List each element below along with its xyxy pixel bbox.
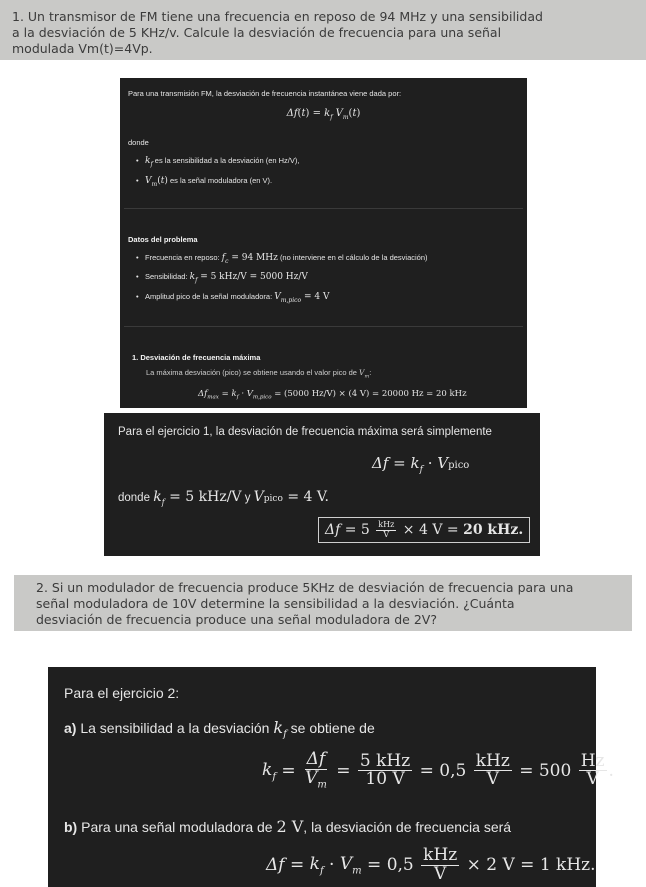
panel2-donde: donde $k_f = 5$ kHz/V y Vpico = 4 V. xyxy=(118,489,330,507)
solution-panel-3 xyxy=(48,667,614,887)
panel3-intro: Para el ejercicio 2: xyxy=(64,685,180,701)
datos-item-3: Amplitud pico de la señal moduladora: $V_{m,pico} = 4$ V xyxy=(145,292,330,304)
panel1-bullet-2: $V_m(t)$ es la señal moduladora (en V). xyxy=(145,176,273,188)
part-a-label: a) xyxy=(64,720,77,736)
panel1-intro: Para una transmisión FM, la desviación de frecuencia instantánea viene dada por: xyxy=(128,89,402,98)
panel1-bullet-1: $k_f$ es la sensibilidad a la desviación (en Hz/V), xyxy=(145,156,300,168)
datos-1-label: Frecuencia en reposo: xyxy=(145,253,220,262)
part-a-formula: $k_f$ = $\frac{\Delta f}{V_m}$ = $\frac{\text{5 kHz}}{10 V}$ = 0,5 $\frac{\text{kHz}}{V}$ = 500 $\frac{Hz}{V}$ . xyxy=(262,749,614,791)
panel1-donde: donde xyxy=(128,138,149,147)
panel2-intro: Para el ejercicio 1, la desviación de frecuencia máxima será simplemente xyxy=(118,426,492,438)
part-a-text: a) La sensibilidad a la desviación $k_f$ se obtiene de xyxy=(64,718,375,741)
panel2-result-box: Δf = 5 $\frac{\text{kHz}}{V}$ × 4 V = 20 kHz. xyxy=(318,517,530,543)
problem-2-text: 2. Si un modulador de frecuencia produce 5KHz de desviación de frecuencia para una señal moduladora de 10V determine la sensibilidad a la desviación. ¿Cuánta desviación de frecuencia produce una señal moduladora de 2V? xyxy=(36,580,574,627)
problem-1-text: 1. Un transmisor de FM tiene una frecuencia en reposo de 94 MHz y una sensibilidad a la desviación de 5 KHz/v. Calcule la desviación de frecuencia para una señal modulada Vm(t)=4Vp. xyxy=(12,9,543,56)
part-b-formula: Δf = $k_f$ · $V_m$ = 0,5 $\frac{\text{kHz}}{V}$ × 2 V = 1 kHz. xyxy=(266,845,596,884)
solution-panel-1 xyxy=(120,78,527,408)
datos-title: Datos del problema xyxy=(128,235,198,244)
problem-1-banner xyxy=(0,0,646,60)
datos-2-label: Sensibilidad: xyxy=(145,272,188,281)
datos-1-note: (no interviene en el cálculo de la desviación) xyxy=(279,253,428,262)
step-1-formula: $\Delta f_{max} = k_f \cdot V_{m,pico} = (5000$ Hz/V) × (4 V) = 20000 Hz = 20 kHz xyxy=(198,389,467,401)
part-b-label: b) xyxy=(64,819,78,835)
datos-item-2: Sensibilidad: $k_f = 5$ kHz/V = 5000 Hz/V xyxy=(145,272,308,284)
step-1-text: La máxima desviación (pico) se obtiene usando el valor pico de $V_m$: xyxy=(146,368,372,380)
panel1-formula: $\Delta f(t) = k_f$ $V_m(t)$ xyxy=(286,108,361,121)
step-1-title: 1. Desviación de frecuencia máxima xyxy=(132,353,261,362)
bullet-2-text: es la señal moduladora (en V). xyxy=(169,176,273,185)
donde-label: donde xyxy=(118,492,150,504)
datos-item-1: Frecuencia en reposo: $f_c = 94$ MHz (no interviene en el cálculo de la desviación) xyxy=(145,253,428,265)
problem-2-banner xyxy=(14,575,632,631)
datos-3-label: Amplitud pico de la señal moduladora: xyxy=(145,292,273,301)
panel2-formula: $\Delta f = k_f$ · Vpico xyxy=(372,454,470,475)
part-b-text: b) Para una señal moduladora de 2 V, la desviación de frecuencia será xyxy=(64,817,512,836)
divider xyxy=(124,208,523,209)
bullet-1-text: es la sensibilidad a la desviación (en Hz/V), xyxy=(154,156,300,165)
divider xyxy=(124,326,523,327)
solution-panel-2 xyxy=(104,413,540,556)
